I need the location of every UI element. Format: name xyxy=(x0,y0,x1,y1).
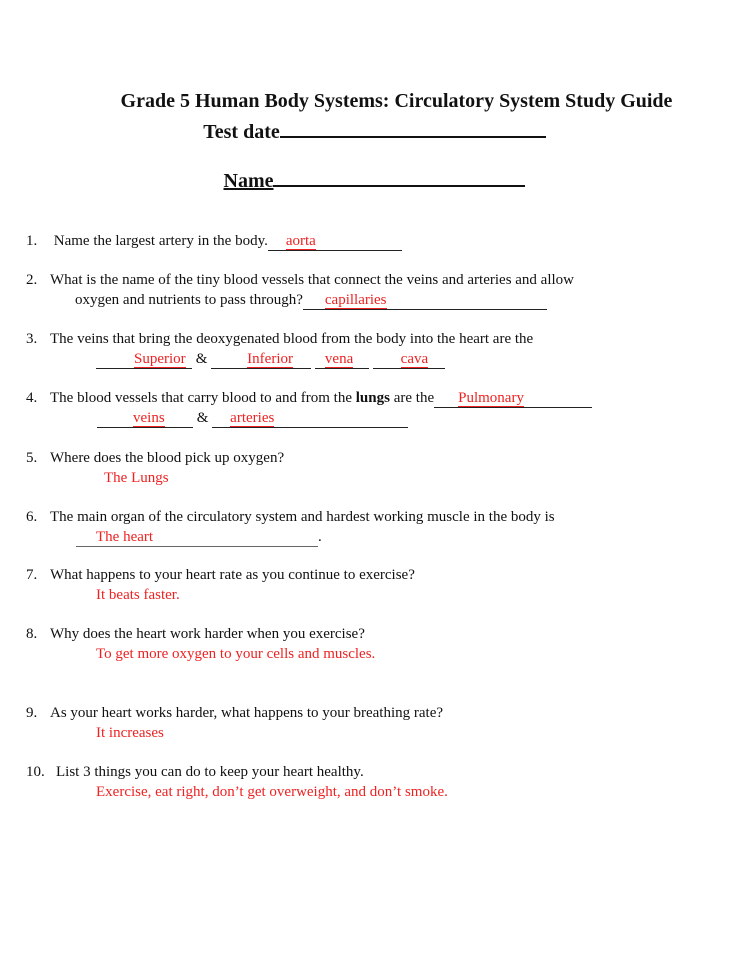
name-blank[interactable] xyxy=(273,167,525,187)
answer-3c: vena xyxy=(324,351,354,367)
question-3: 3. The veins that bring the deoxygenated blood from the body into the heart are the Superior & Inferior vena cava xyxy=(26,331,534,367)
name-line xyxy=(0,167,749,193)
page-title: Grade 5 Human Body Systems: Circulatory System Study Guide xyxy=(120,90,673,112)
answer-4c-blank[interactable] xyxy=(212,410,408,428)
question-8: 8. Why does the heart work harder when you exercise? To get more oxygen to your cells and muscles. xyxy=(26,626,376,662)
answer-8: To get more oxygen to your cells and muscles. xyxy=(96,646,376,662)
test-date-label: Test date xyxy=(203,121,280,143)
answer-4c: arteries xyxy=(230,410,275,426)
name-label: Name xyxy=(223,170,274,192)
answer-4a-blank[interactable] xyxy=(434,390,592,408)
answer-4a: Pulmonary xyxy=(458,390,524,406)
answer-3d: cava xyxy=(400,351,429,367)
question-1: 1. Name the largest artery in the body. aorta xyxy=(26,231,402,251)
question-4: 4. The blood vessels that carry blood to and from the lungs are the Pulmonary veins & arteries xyxy=(26,388,592,428)
question-7: 7. What happens to your heart rate as you continue to exercise? It beats faster. xyxy=(26,567,415,603)
question-9: 9. As your heart works harder, what happens to your breathing rate? It increases xyxy=(26,705,444,741)
answer-4b-blank[interactable] xyxy=(97,410,193,428)
question-2: 2. What is the name of the tiny blood vessels that connect the veins and arteries and allow oxygen and nutrients to pass through? capillaries xyxy=(26,272,575,308)
answer-6-blank[interactable] xyxy=(76,529,318,547)
answer-5: The Lungs xyxy=(104,470,169,486)
question-6: 6. The main organ of the circulatory system and hardest working muscle in the body is The heart . xyxy=(26,509,555,545)
answer-2-blank[interactable] xyxy=(303,292,547,310)
answer-1-blank[interactable] xyxy=(268,233,402,251)
question-10: 10. List 3 things you can do to keep your heart healthy. Exercise, eat right, don’t get overweight, and don’t smoke. xyxy=(26,764,448,800)
answer-6: The heart xyxy=(96,529,154,545)
answer-3b-blank[interactable] xyxy=(211,351,311,369)
answer-3b: Inferior xyxy=(247,351,293,367)
answer-3d-blank[interactable] xyxy=(373,351,445,369)
answer-10: Exercise, eat right, don’t get overweight, and don’t smoke. xyxy=(96,784,448,800)
answer-1: aorta xyxy=(285,233,316,249)
answer-2: capillaries xyxy=(324,292,387,308)
test-date-blank[interactable] xyxy=(280,118,546,138)
answer-9: It increases xyxy=(96,725,164,741)
test-date-line xyxy=(0,118,749,144)
answer-3a: Superior xyxy=(134,351,186,367)
answer-3a-blank[interactable] xyxy=(96,351,192,369)
answer-3c-blank[interactable] xyxy=(315,351,369,369)
answer-7: It beats faster. xyxy=(96,587,180,603)
answer-4b: veins xyxy=(133,410,165,426)
question-5: 5. Where does the blood pick up oxygen? The Lungs xyxy=(26,450,285,486)
